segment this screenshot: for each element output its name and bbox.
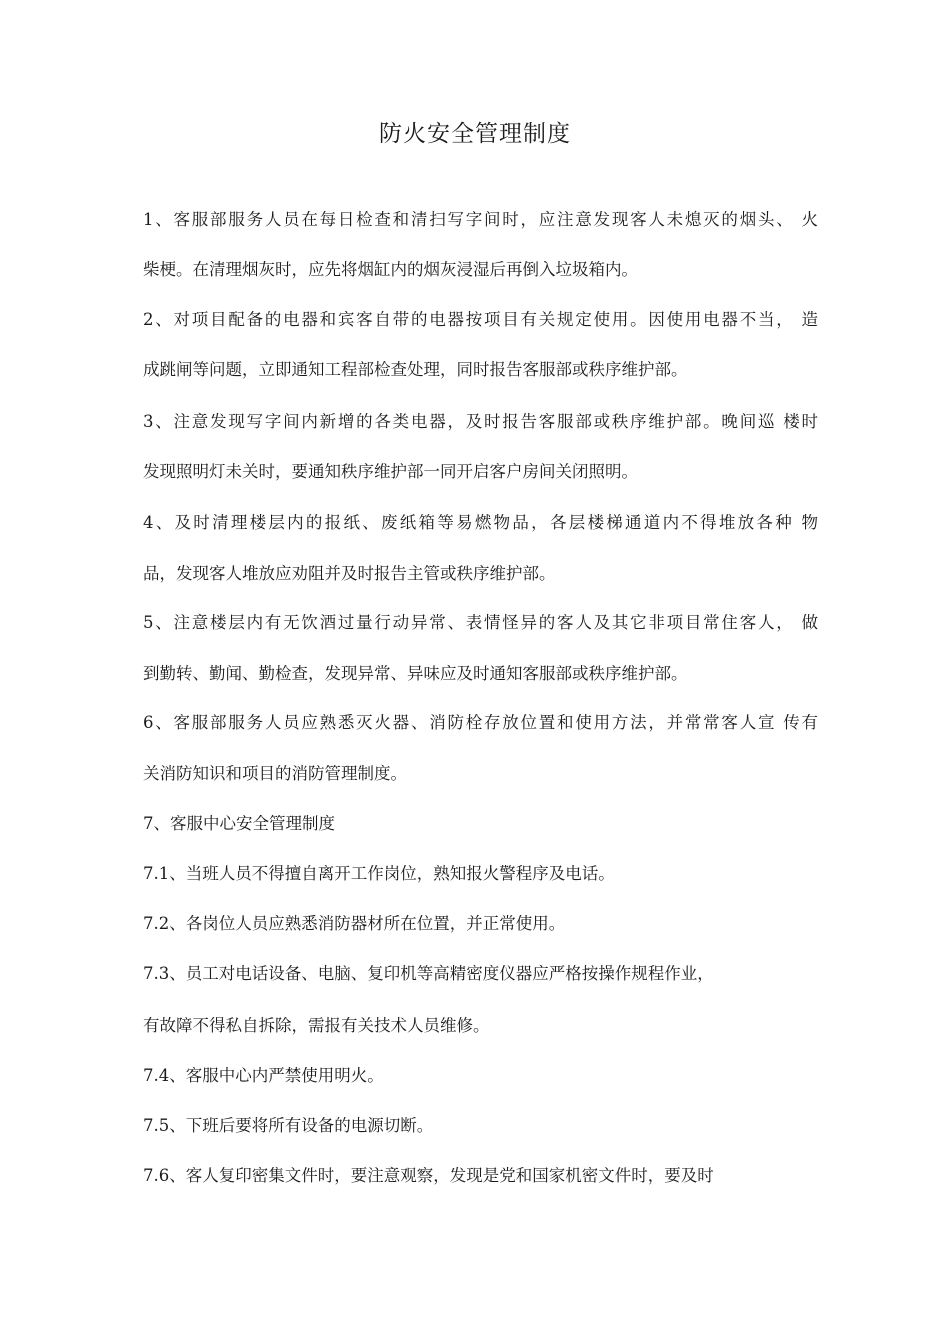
paragraph-line: 1、客服部服务人员在每日检查和清扫写字间时，应注意发现客人未熄灭的烟头、 火 <box>143 210 818 229</box>
paragraph-line: 2、对项目配备的电器和宾客自带的电器按项目有关规定使用。因使用电器不当， 造 <box>143 310 818 329</box>
document-title: 防火安全管理制度 <box>379 121 571 147</box>
paragraph-line: 5、注意楼层内有无饮酒过量行动异常、表情怪异的客人及其它非项目常住客人， 做 <box>143 613 818 632</box>
paragraph-line: 柴梗。在清理烟灰时，应先将烟缸内的烟灰浸湿后再倒入垃圾箱内。 <box>143 260 638 279</box>
paragraph-line: 7.5、下班后要将所有设备的电源切断。 <box>143 1116 434 1135</box>
paragraph-line: 有故障不得私自拆除，需报有关技术人员维修。 <box>143 1016 490 1035</box>
paragraph-line: 关消防知识和项目的消防管理制度。 <box>143 764 407 783</box>
paragraph-line: 发现照明灯未关时，要通知秩序维护部一同开启客户房间关闭照明。 <box>143 462 638 481</box>
paragraph-line: 7.2、各岗位人员应熟悉消防器材所在位置，并正常使用。 <box>143 914 566 933</box>
paragraph-line: 成跳闸等问题，立即通知工程部检查处理，同时报告客服部或秩序维护部。 <box>143 360 688 379</box>
paragraph-line: 6、客服部服务人员应熟悉灭火器、消防栓存放位置和使用方法，并常常客人宣 传有 <box>143 713 818 732</box>
paragraph-line: 7.3、员工对电话设备、电脑、复印机等高精密度仪器应严格按操作规程作业， <box>143 964 714 983</box>
paragraph-line: 7.6、客人复印密集文件时，要注意观察，发现是党和国家机密文件时，要及时 <box>143 1166 714 1185</box>
paragraph-line: 7.1、当班人员不得擅自离开工作岗位，熟知报火警程序及电话。 <box>143 864 615 883</box>
section-heading: 7、客服中心安全管理制度 <box>143 814 335 833</box>
paragraph-line: 到勤转、勤闻、勤检查，发现异常、异味应及时通知客服部或秩序维护部。 <box>143 664 688 683</box>
paragraph-line: 3、注意发现写字间内新增的各类电器，及时报告客服部或秩序维护部。晚间巡 楼时 <box>143 412 818 431</box>
paragraph-line: 4、及时清理楼层内的报纸、废纸箱等易燃物品，各层楼梯通道内不得堆放各种 物 <box>143 513 818 532</box>
paragraph-line: 品，发现客人堆放应劝阻并及时报告主管或秩序维护部。 <box>143 564 556 583</box>
paragraph-line: 7.4、客服中心内严禁使用明火。 <box>143 1066 384 1085</box>
